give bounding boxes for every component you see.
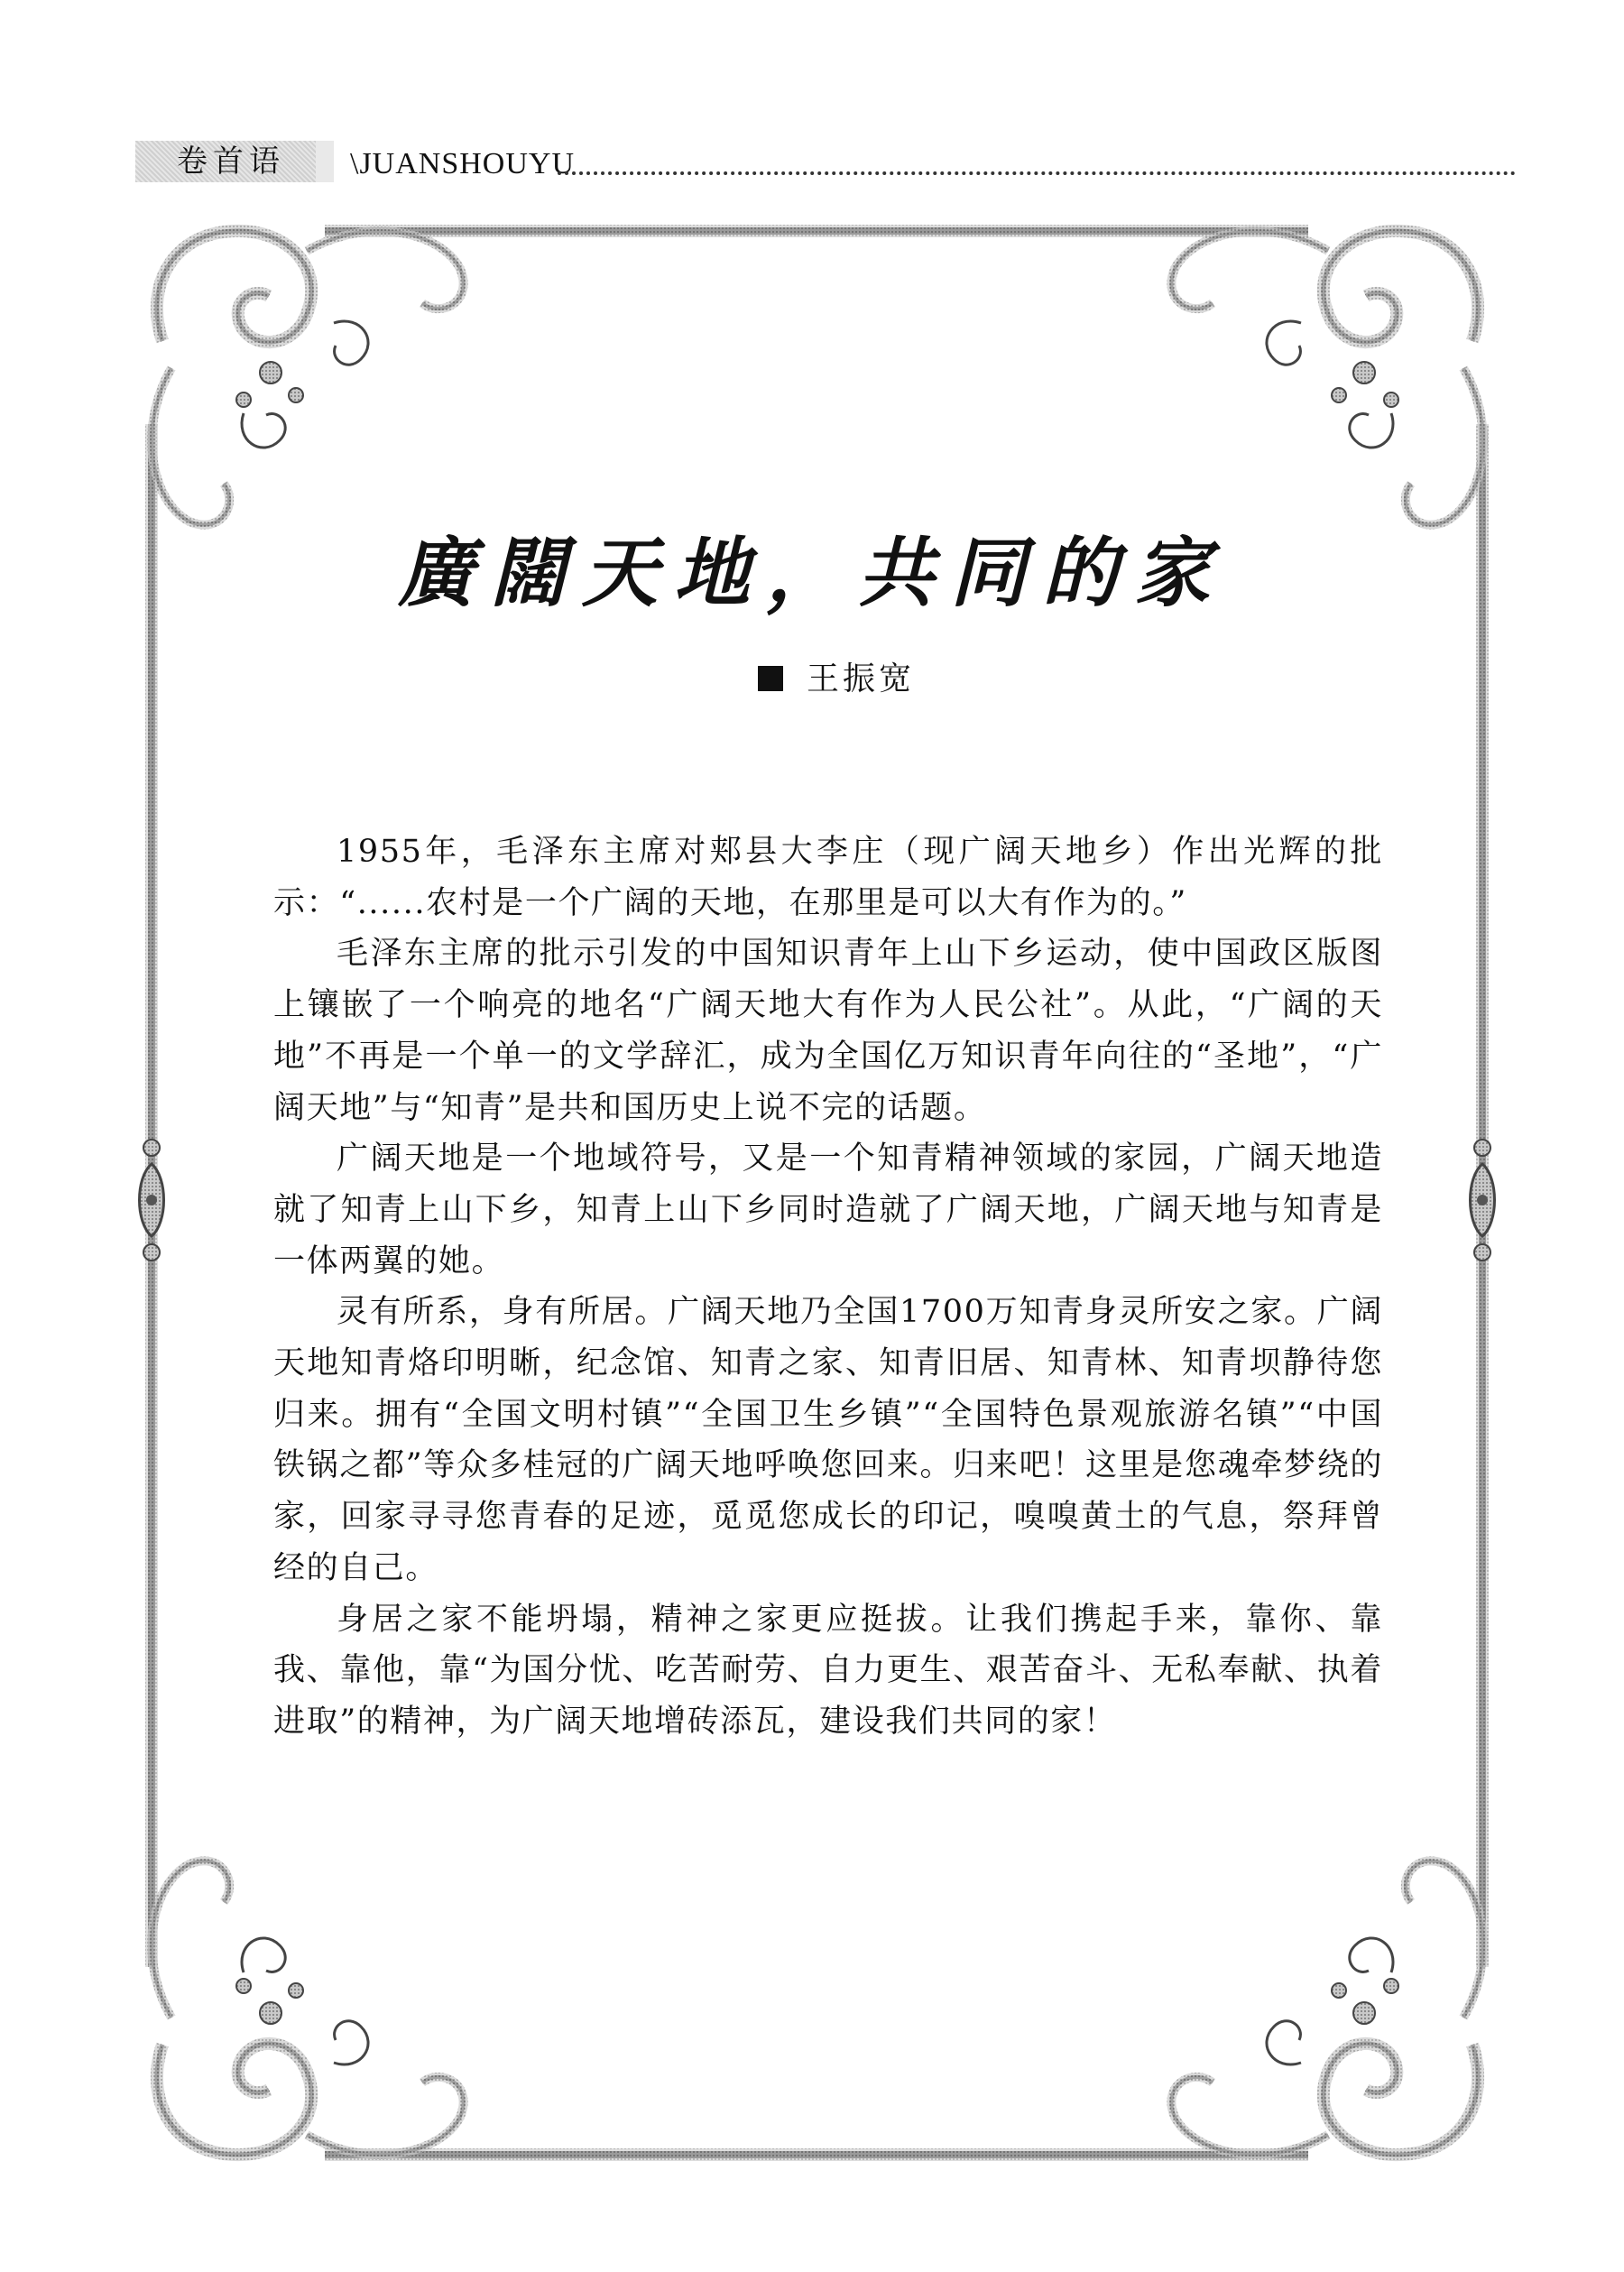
paragraph: 灵有所系，身有所居。广阔天地乃全国1700万知青身灵所安之家。广阔天地知青烙印明晰，纪念馆、知青之家、知青旧居、知青林、知青坝静待您归来。拥有“全国文明村镇”“全国卫生乡镇”“全国特色景观旅游名镇”“中国铁锅之都”等众多桂冠的广阔天地呼唤您回来。归来吧！这里是您魂牵梦绕的家，回家寻寻您青春的足迹，觅觅您成长的印记，嗅嗅黄土的气息，祭拜曾经的自己。 <box>273 1294 1383 1586</box>
paragraph: 毛泽东主席的批示引发的中国知识青年上山下乡运动，使中国政区版图上镶嵌了一个响亮的地名“广阔天地大有作为人民公社”。从此，“广阔的天地”不再是一个单一的文学辞汇，成为全国亿万知识青年向往的“圣地”，“广阔天地”与“知青”是共和国历史上说不完的话题。 <box>273 936 1383 1126</box>
paragraph: 1955年，毛泽东主席对郏县大李庄（现广阔天地乡）作出光辉的批示：“......农村是一个广阔的天地，在那里是可以大有作为的。” <box>273 834 1383 921</box>
article-body <box>273 827 1383 1748</box>
section-label: 卷首语 <box>135 141 334 182</box>
article-title: 廣闊天地，共同的家 <box>397 528 1226 617</box>
paragraph: 广阔天地是一个地域符号，又是一个知青精神领域的家园，广阔天地造就了知青上山下乡，知青上山下乡同时造就了广阔天地，广阔天地与知青是一体两翼的她。 <box>273 1141 1383 1279</box>
article-author <box>758 657 915 702</box>
corner-ornament-top-right <box>1171 231 1482 525</box>
author-name: 王振宽 <box>807 660 916 697</box>
section-english-label: \JUANSHOUYU <box>350 147 576 180</box>
corner-ornament-bottom-left <box>152 1861 463 2155</box>
corner-ornament-top-left <box>152 231 463 525</box>
corner-ornament-bottom-right <box>1171 1861 1482 2155</box>
paragraph: 身居之家不能坍塌，精神之家更应挺拔。让我们携起手来，靠你、靠我、靠他，靠“为国分忧、吃苦耐劳、自力更生、艰苦奋斗、无私奉献、执着进取”的精神，为广阔天地增砖添瓦，建设我们共同的家！ <box>273 1601 1383 1740</box>
author-square-marker <box>758 666 783 691</box>
